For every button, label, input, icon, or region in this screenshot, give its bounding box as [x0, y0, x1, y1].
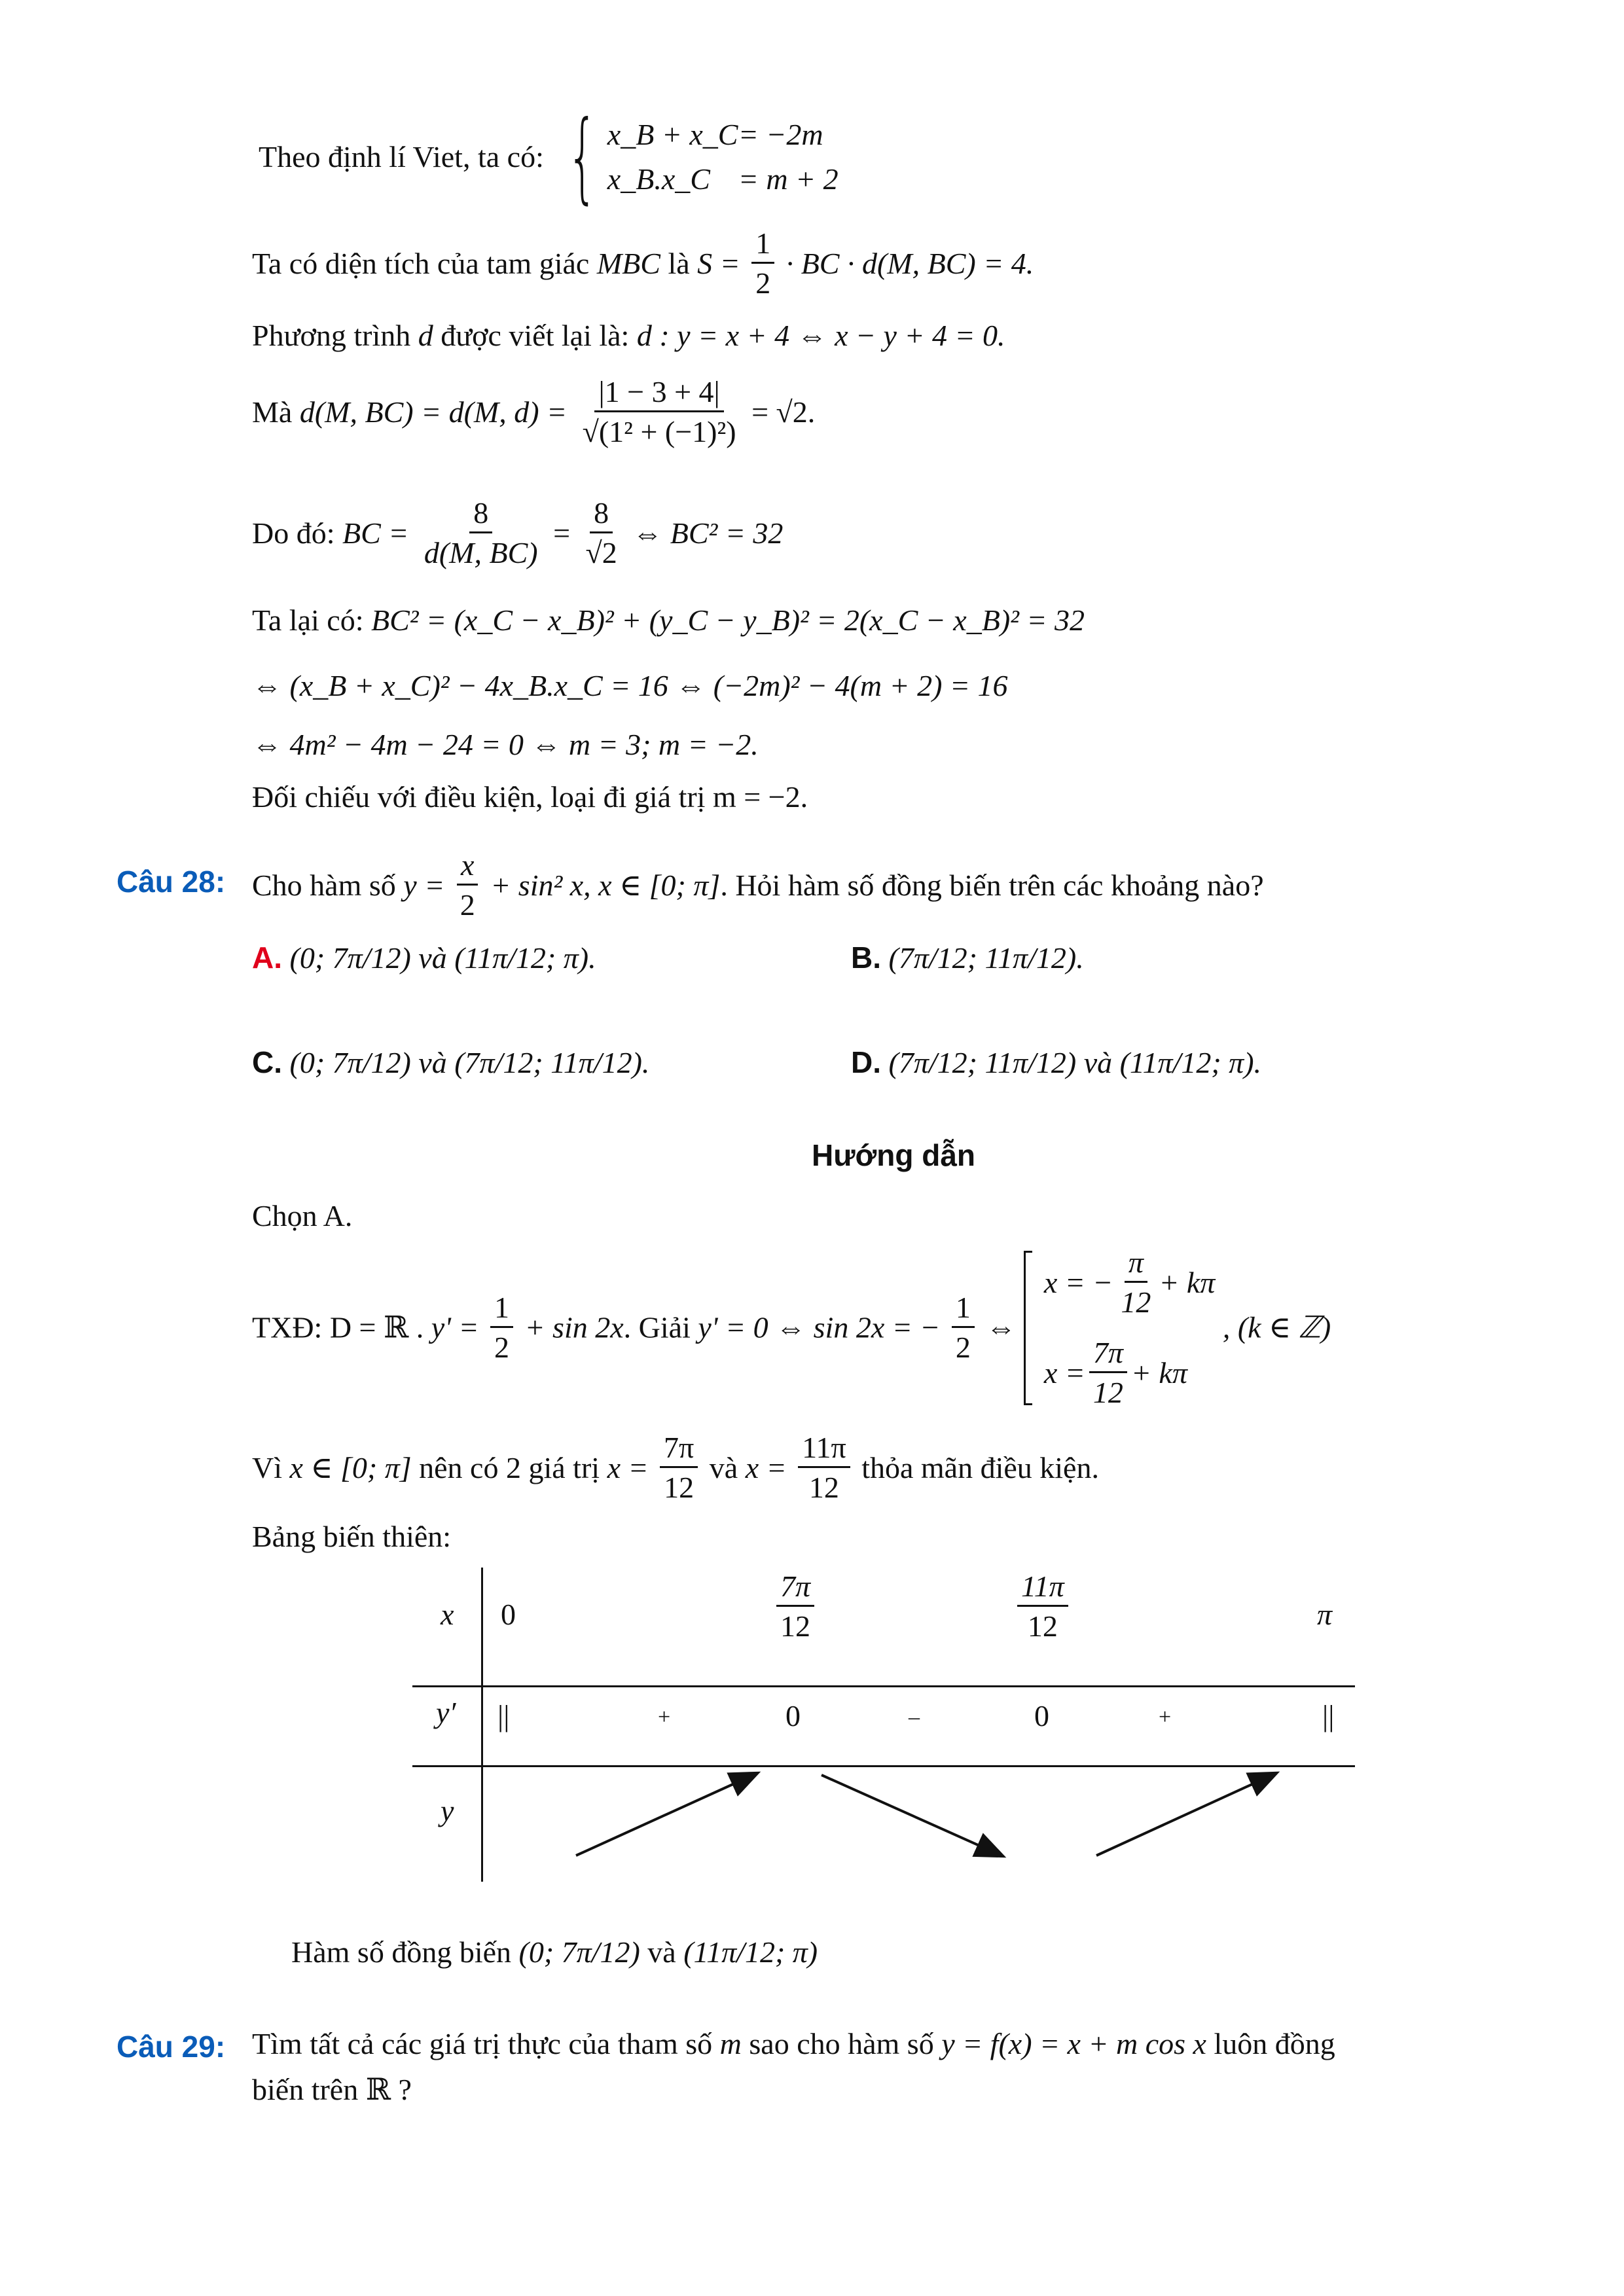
- q28-option-d-letter: D.: [851, 1045, 881, 1079]
- line-d-text: Phương trình: [252, 319, 411, 352]
- vi-text: Vì: [252, 1450, 282, 1484]
- table-x1-num: 7π: [776, 1571, 814, 1607]
- q29-stem-line1: [252, 2029, 1335, 2059]
- solve-num: 1: [952, 1292, 975, 1328]
- sol1-lhs: x = −: [1043, 1265, 1113, 1299]
- arrow-up-2: [1096, 1774, 1275, 1856]
- table-x2-num: 11π: [1017, 1571, 1068, 1607]
- q28-option-c-content: (0; 7π/12) và (7π/12; 11π/12).: [289, 1046, 650, 1079]
- bc-result: ⇔ BC² = 32: [632, 516, 784, 550]
- vi-text2: nên có 2 giá trị: [419, 1450, 600, 1484]
- lai-co-formula: BC² = (x_C − x_B)² + (y_C − y_B)² = 2(x_C − x_B)² = 32: [370, 603, 1085, 637]
- arrow-up-1: [576, 1774, 756, 1856]
- vi-and: và: [709, 1450, 738, 1484]
- table-row-yprime: y′: [436, 1696, 456, 1729]
- vi-x1-num: 7π: [660, 1432, 698, 1468]
- increase-line: [291, 1937, 818, 1967]
- solve-equiv: ⇔: [986, 1310, 1017, 1344]
- solve-eq: y' = 0 ⇔ sin 2x = −: [698, 1310, 941, 1344]
- sol1-den: 12: [1121, 1285, 1151, 1319]
- conclusion: Đối chiếu với điều kiện, loại đi giá trị m = −2.: [252, 780, 808, 814]
- guide-heading: Hướng dẫn: [812, 1138, 975, 1172]
- viet-row2-rhs: = m + 2: [738, 162, 839, 196]
- q29-text-c: luôn đồng: [1214, 2027, 1335, 2060]
- table-yp-zero1: 0: [785, 1699, 801, 1732]
- deriv-tail: + sin 2x: [524, 1310, 624, 1344]
- bc-num1: 8: [469, 497, 492, 533]
- arrow-down: [821, 1775, 1001, 1856]
- vi-x2-num: 11π: [798, 1432, 850, 1468]
- equiv1: ⇔ (x_B + x_C)² − 4x_B.x_C = 16 ⇔ (−2m)² − 4(m + 2) = 16: [252, 669, 1008, 702]
- area-la: là: [668, 246, 690, 280]
- q28-option-b-content: (7π/12; 11π/12).: [888, 941, 1084, 975]
- sol2-num: 7π: [1089, 1337, 1127, 1373]
- q29-text-a: Tìm tất cả các giá trị thực của tham số: [252, 2027, 713, 2060]
- viet-row1-rhs: = −2m: [738, 118, 823, 151]
- viet-system: { x_B + x_C = −2m x_B.x_C = m + 2: [567, 100, 839, 214]
- area-line: Ta có diện tích của tam giác MBC là S = $\frac{1}{2}$ · BC · d(M, BC) = 4.: [252, 226, 1034, 300]
- do-do-text: Do đó:: [252, 516, 335, 550]
- q28-text-a: Cho hàm số: [252, 868, 396, 902]
- table-yp-end: ||: [1322, 1699, 1335, 1732]
- q28-option-d-content: (7π/12; 11π/12) và (11π/12; π).: [888, 1046, 1262, 1079]
- dist-den: √(1² + (−1)²): [582, 415, 736, 449]
- viet-row1-lhs: x_B + x_C: [607, 118, 738, 151]
- txd-text: TXĐ:: [252, 1310, 323, 1344]
- increase-text: Hàm số đồng biến: [291, 1935, 512, 1969]
- line-d-formula: d : y = x + 4 ⇔ x − y + 4 = 0.: [636, 319, 1005, 352]
- q29-label: Câu 29:: [117, 2030, 226, 2064]
- increase-interval-2: (11π/12; π): [683, 1935, 818, 1969]
- vi-tail: thỏa mãn điều kiện.: [861, 1450, 1099, 1484]
- q29-func: y = f(x) = x + m cos x: [941, 2027, 1206, 2060]
- bc-num2: 8: [590, 497, 613, 533]
- table-yp-start: ||: [497, 1699, 510, 1732]
- q28-func-tail: + sin² x, x ∈ [0; π]: [490, 868, 721, 902]
- table-x2-den: 12: [1027, 1609, 1058, 1643]
- viet-row2-lhs: x_B.x_C: [607, 162, 710, 196]
- bc-den2: √2: [585, 536, 617, 570]
- table-row-y: y: [441, 1794, 454, 1827]
- bc-line: Do đó: BC = $\frac{8}{d(M, BC)}$ = $\frac{8}{√2}$ ⇔ BC² = 32: [252, 496, 784, 570]
- solve-den: 2: [955, 1331, 971, 1365]
- sol2-lhs: x =: [1043, 1355, 1085, 1390]
- dist-text: Mà: [252, 395, 293, 429]
- table-x3: π: [1317, 1598, 1333, 1631]
- q28-func-num: x: [457, 850, 478, 886]
- increase-and: và: [647, 1935, 676, 1969]
- line-d-text2: được viết lại là:: [441, 319, 630, 352]
- table-title: Bảng biến thiên:: [252, 1520, 452, 1553]
- vi-x2-den: 12: [808, 1471, 839, 1505]
- deriv: y' =: [431, 1310, 479, 1344]
- q28-option-c-letter: C.: [252, 1045, 282, 1079]
- bc-lhs: BC =: [342, 516, 409, 550]
- table-row-x: x: [441, 1598, 454, 1631]
- sol1-tail: + kπ: [1159, 1265, 1216, 1299]
- table-yp-sign3: +: [1159, 1705, 1172, 1729]
- q29-param: m: [719, 2027, 742, 2060]
- area-text: Ta có diện tích của tam giác: [252, 246, 590, 280]
- q29-text-b: sao cho hàm số: [749, 2027, 934, 2060]
- q28-func-lhs: y =: [403, 868, 445, 902]
- solve-text: . Giải: [623, 1310, 691, 1344]
- lai-co-text: Ta lại có:: [252, 603, 364, 637]
- q28-func-den: 2: [460, 888, 475, 922]
- dist-formula: d(M, BC) = d(M, d) =: [299, 395, 568, 429]
- table-x1-den: 12: [780, 1609, 811, 1643]
- deriv-den: 2: [494, 1331, 510, 1365]
- equiv2: ⇔ 4m² − 4m − 24 = 0 ⇔ m = 3; m = −2.: [252, 728, 759, 761]
- increase-interval-1: (0; 7π/12): [518, 1935, 640, 1969]
- line-d-var: d: [418, 319, 433, 352]
- vi-x1: x =: [607, 1450, 649, 1484]
- q28-label: Câu 28:: [117, 865, 226, 899]
- area-mbc: MBC: [596, 246, 660, 280]
- table-yp-zero2: 0: [1034, 1699, 1049, 1732]
- viet-intro: Theo định lí Viet, ta có:: [259, 140, 544, 173]
- choose-answer: Chọn A.: [252, 1199, 353, 1232]
- table-yp-sign2: –: [909, 1705, 920, 1729]
- area-formula-tail: · BC · d(M, BC) = 4.: [785, 246, 1034, 280]
- q29-text-d: biến trên ℝ ?: [252, 2073, 412, 2106]
- q28-option-a-content: (0; 7π/12) và (11π/12; π).: [289, 941, 596, 975]
- bc-den1: d(M, BC): [424, 536, 538, 570]
- deriv-num: 1: [490, 1292, 513, 1328]
- sol2-den: 12: [1092, 1375, 1123, 1409]
- dist-result: = √2.: [751, 395, 816, 429]
- q28-option-a-letter: A.: [252, 941, 282, 975]
- sol1-num: π: [1125, 1247, 1147, 1283]
- sol2-tail: + kπ: [1130, 1355, 1187, 1390]
- q28-option-b-letter: B.: [851, 941, 881, 975]
- area-half-fraction: $\frac{1}{2}$: [751, 228, 774, 300]
- table-yp-sign1: +: [658, 1705, 671, 1729]
- vi-x1-den: 12: [664, 1471, 695, 1505]
- q28-text-b: . Hỏi hàm số đồng biến trên các khoảng nào?: [720, 868, 1264, 902]
- k-condition: , (k ∈ ℤ): [1222, 1310, 1331, 1344]
- txd-domain: D = ℝ .: [329, 1310, 424, 1344]
- dist-num: |1 − 3 + 4|: [594, 376, 723, 412]
- vi-x2: x =: [745, 1450, 787, 1484]
- table-x0: 0: [501, 1598, 516, 1631]
- vi-interval: x ∈ [0; π]: [289, 1450, 412, 1484]
